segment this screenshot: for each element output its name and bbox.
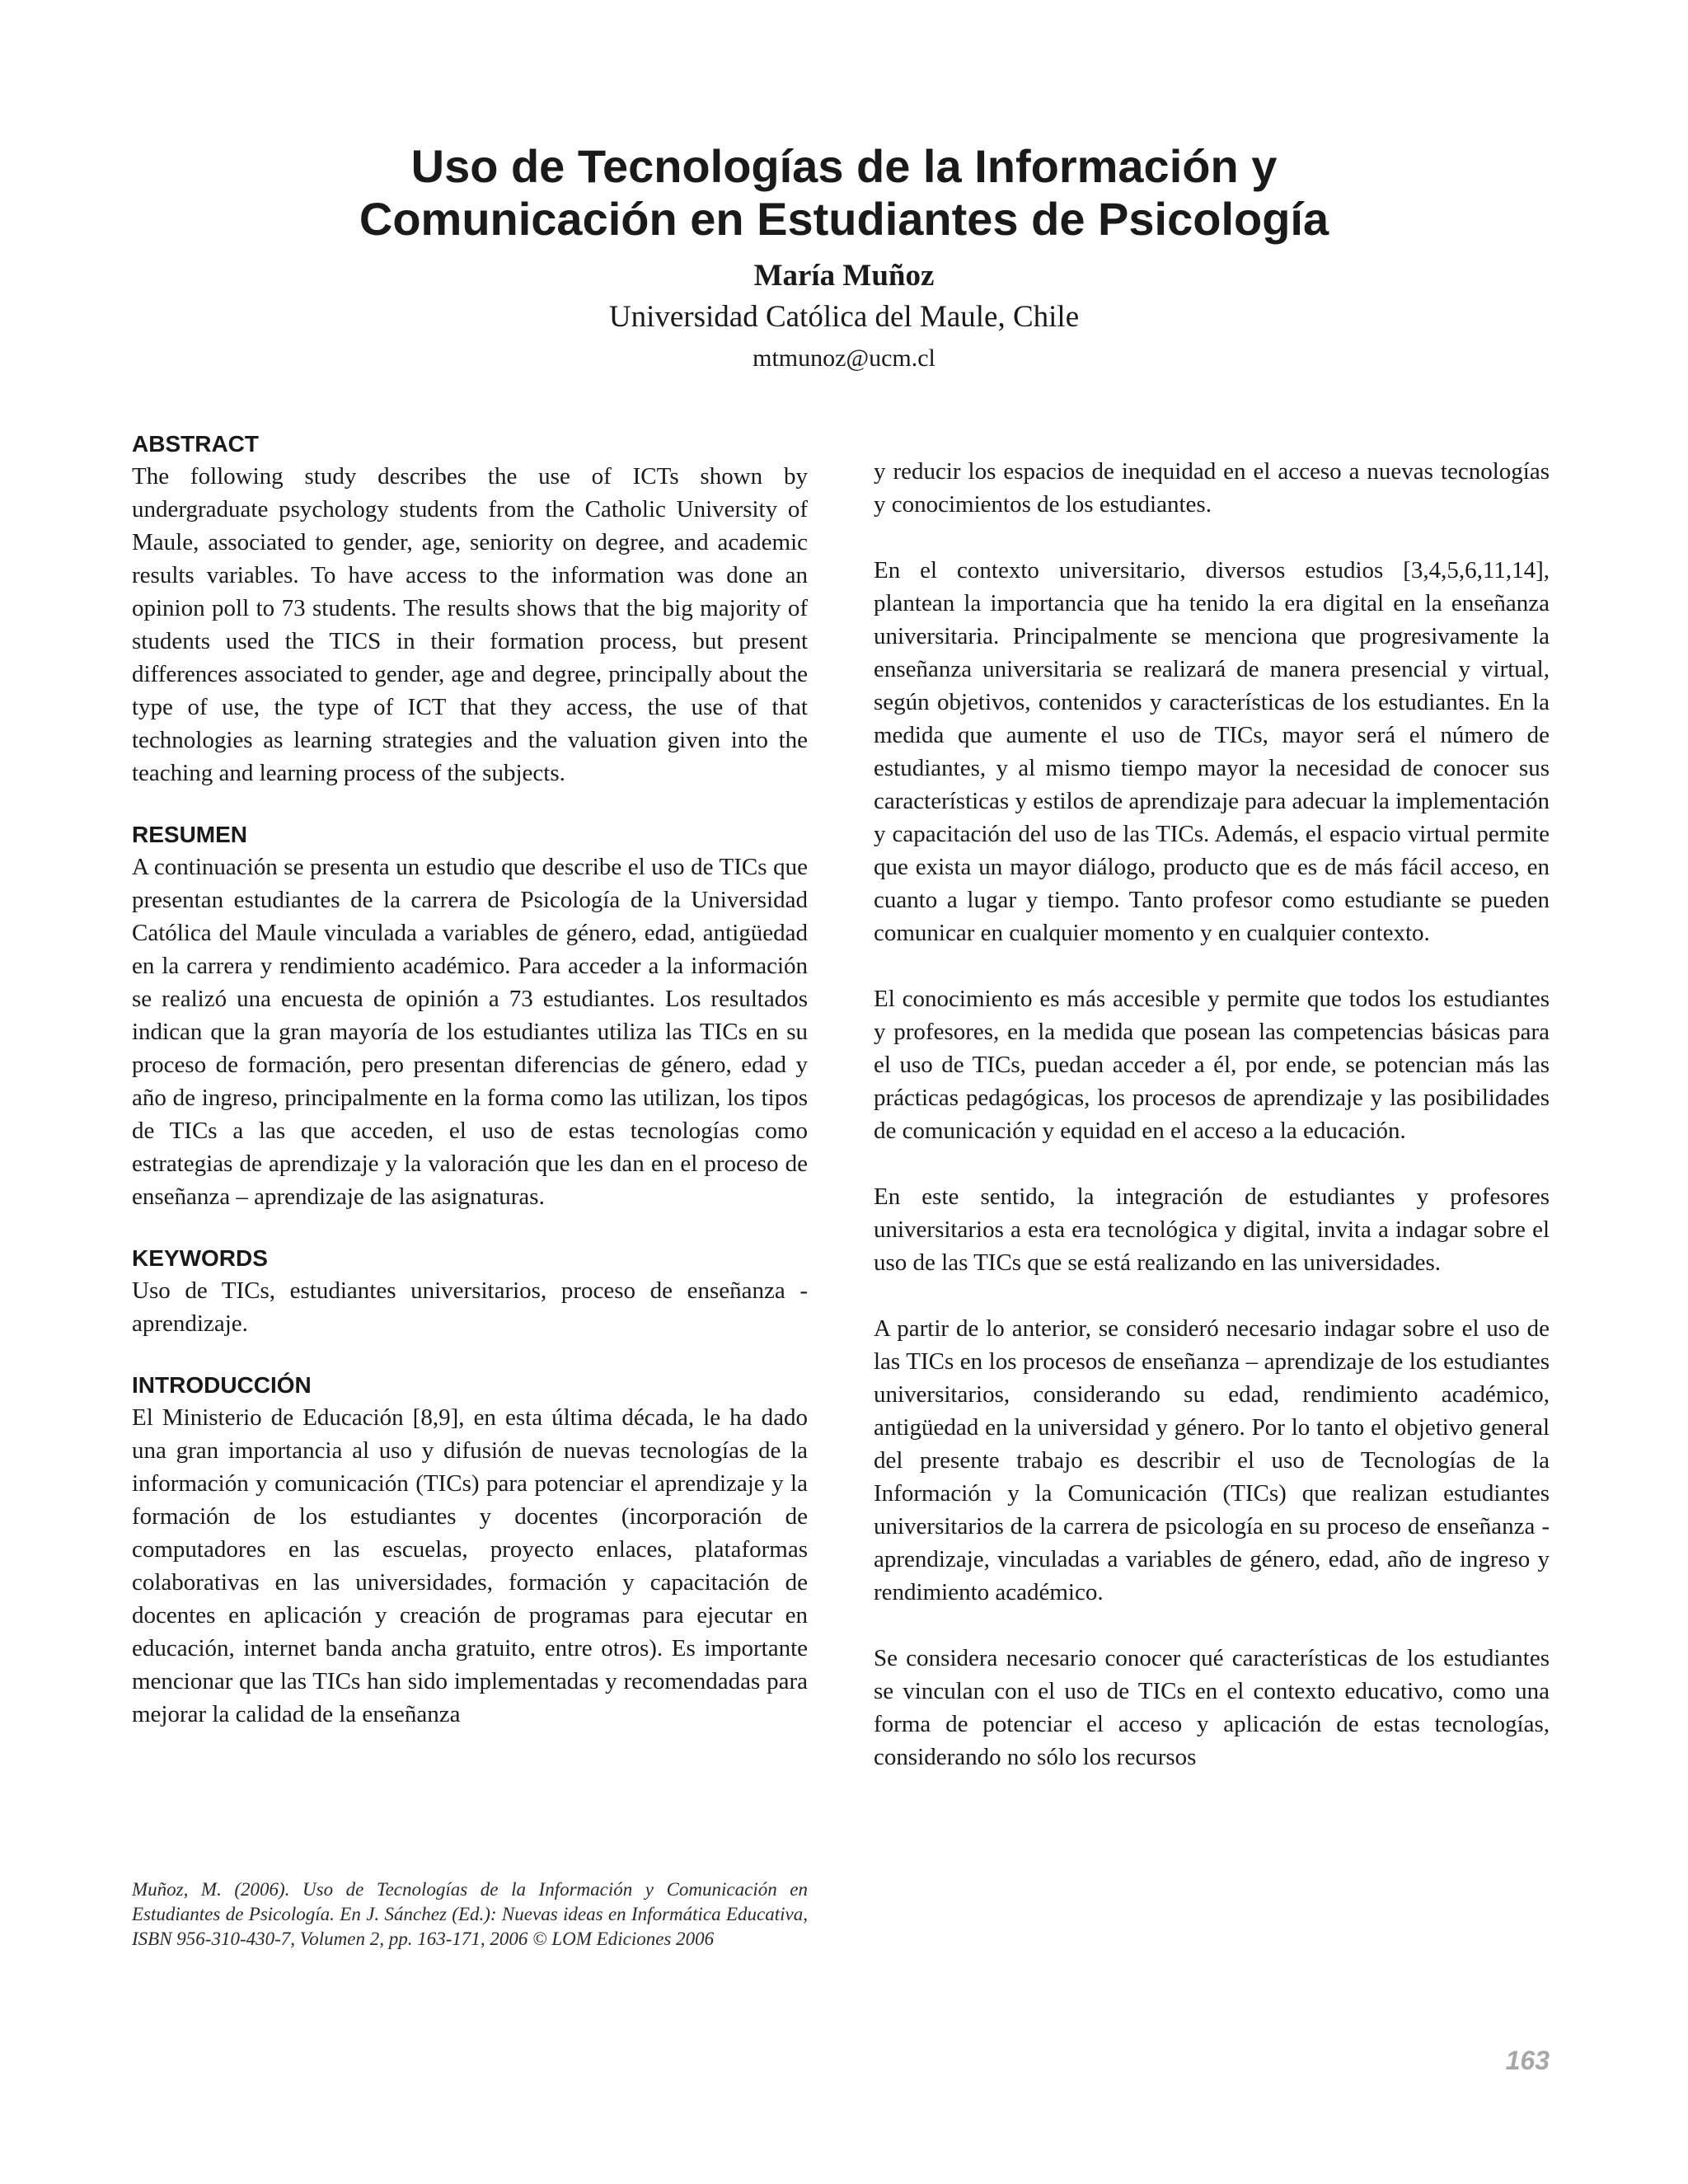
introduccion-heading: INTRODUCCIÓN — [132, 1372, 312, 1398]
author-affiliation: Universidad Católica del Maule, Chile — [608, 300, 1080, 334]
title-line-2: Comunicación en Estudiantes de Psicología — [359, 193, 1329, 245]
page-number: 163 — [1505, 2046, 1550, 2075]
right-paragraph-2: En el contexto universitario, diversos estudios [3,4,5,6,11,14], plantean la importancia que ha tenido la era digital en la enseñanza universitaria. Principalmente se menciona que progresivamente la enseñanza universitaria se realizará de manera presencial y virtual, según objetivos, contenidos y características de los estudiantes. En la medida que aumente el uso de TICs, mayor será el número de estudiantes, y al mismo tiempo mayor la necesidad de conocer sus características y estilos de aprendizaje para adecuar la implementación y capacitación del uso de las TICs. Además, el espacio virtual permite que exista un mayor diálogo, producto que es de más fácil acceso, en cuanto a lugar y tiempo. Tanto profesor como estudiante se pueden comunicar en cualquier momento y en cualquier contexto. — [874, 557, 1550, 946]
abstract-heading: ABSTRACT — [132, 431, 259, 457]
author-email: mtmunoz@ucm.cl — [753, 344, 935, 372]
left-column — [132, 429, 808, 1731]
right-paragraph-5: A partir de lo anterior, se consideró necesario indagar sobre el uso de las TICs en los procesos de enseñanza – aprendizaje de los estudiantes universitarios, considerando su edad, rendimiento académico, antigüedad en la universidad y género. Por lo tanto el objetivo general del presente trabajo es describir el uso de Tecnologías de la Información y la Comunicación (TICs) que realizan estudiantes universitarios de la carrera de psicología en su proceso de enseñanza - aprendizaje, vinculadas a variables de género, edad, año de ingreso y rendimiento académico. — [874, 1315, 1550, 1605]
right-column — [874, 455, 1550, 1774]
right-paragraph-4: En este sentido, la integración de estudiantes y profesores universitarios a esta era tecnológica y digital, invita a indagar sobre el uso de las TICs que se está realizando en las universidades. — [874, 1183, 1550, 1276]
right-paragraph-3: El conocimiento es más accesible y permite que todos los estudiantes y profesores, en la medida que posean las competencias básicas para el uso de TICs, puedan acceder a él, por ende, se potencian más las prácticas pedagógicas, los procesos de aprendizaje y las posibilidades de comunicación y equidad en el acceso a la educación. — [874, 986, 1550, 1144]
keywords-text: Uso de TICs, estudiantes universitarios, proceso de enseñanza - aprendizaje. — [132, 1277, 808, 1337]
right-paragraph-6: Se considera necesario conocer qué características de los estudiantes se vinculan con el uso de TICs en el contexto educativo, como una forma de potenciar el acceso y aplicación de estas tecnologías, considerando no sólo los recursos — [874, 1645, 1550, 1770]
citation-footnote: Muñoz, M. (2006). Uso de Tecnologías de la Información y Comunicación en Estudiantes de Psicología. En J. Sánchez (Ed.): Nuevas ideas en Informática Educativa, ISBN 956-310-430-7, Volumen 2, pp. 163-171, 2006 © LOM Ediciones 2006 — [132, 1879, 808, 1949]
author-name: María Muñoz — [753, 259, 935, 293]
resumen-heading: RESUMEN — [132, 822, 248, 847]
right-paragraph-1: y reducir los espacios de inequidad en el acceso a nuevas tecnologías y conocimientos de los estudiantes. — [874, 458, 1550, 518]
keywords-heading: KEYWORDS — [132, 1245, 268, 1271]
abstract-text: The following study describes the use of ICTs shown by undergraduate psychology students from the Catholic University of Maule, associated to gender, age, seniority on degree, and academic results variables. To have access to the information was done an opinion poll to 73 students. The results shows that the big majority of students used the TICS in their formation process, but present differences associated to gender, age and degree, principally about the type of use, the type of ICT that they access, the use of that technologies as learning strategies and the valuation given into the teaching and learning process of the subjects. — [132, 463, 808, 786]
introduccion-text: El Ministerio de Educación [8,9], en esta última década, le ha dado una gran importancia al uso y difusión de nuevas tecnologías de la información y comunicación (TICs) para potenciar el aprendizaje y la formación de los estudiantes y docentes (incorporación de computadores en las escuelas, proyecto enlaces, plataformas colaborativas en las universidades, formación y capacitación de docentes en aplicación y creación de programas para ejecutar en educación, internet banda ancha gratuito, entre otros). Es importante mencionar que las TICs han sido implementadas y recomendadas para mejorar la calidad de la enseñanza — [132, 1404, 808, 1727]
paper-title — [132, 140, 1556, 246]
title-line-1: Uso de Tecnologías de la Información y — [410, 140, 1278, 192]
resumen-text: A continuación se presenta un estudio que describe el uso de TICs que presentan estudiantes de la carrera de Psicología de la Universidad Católica del Maule vinculada a variables de género, edad, antigüedad en la carrera y rendimiento académico. Para acceder a la información se realizó una encuesta de opinión a 73 estudiantes. Los resultados indican que la gran mayoría de los estudiantes utiliza las TICs en su proceso de formación, pero presentan diferencias de género, edad y año de ingreso, principalmente en la forma como las utilizan, los tipos de TICs a las que acceden, el uso de estas tecnologías como estrategias de aprendizaje y la valoración que les dan en el proceso de enseñanza – aprendizaje de las asignaturas. — [132, 854, 808, 1210]
